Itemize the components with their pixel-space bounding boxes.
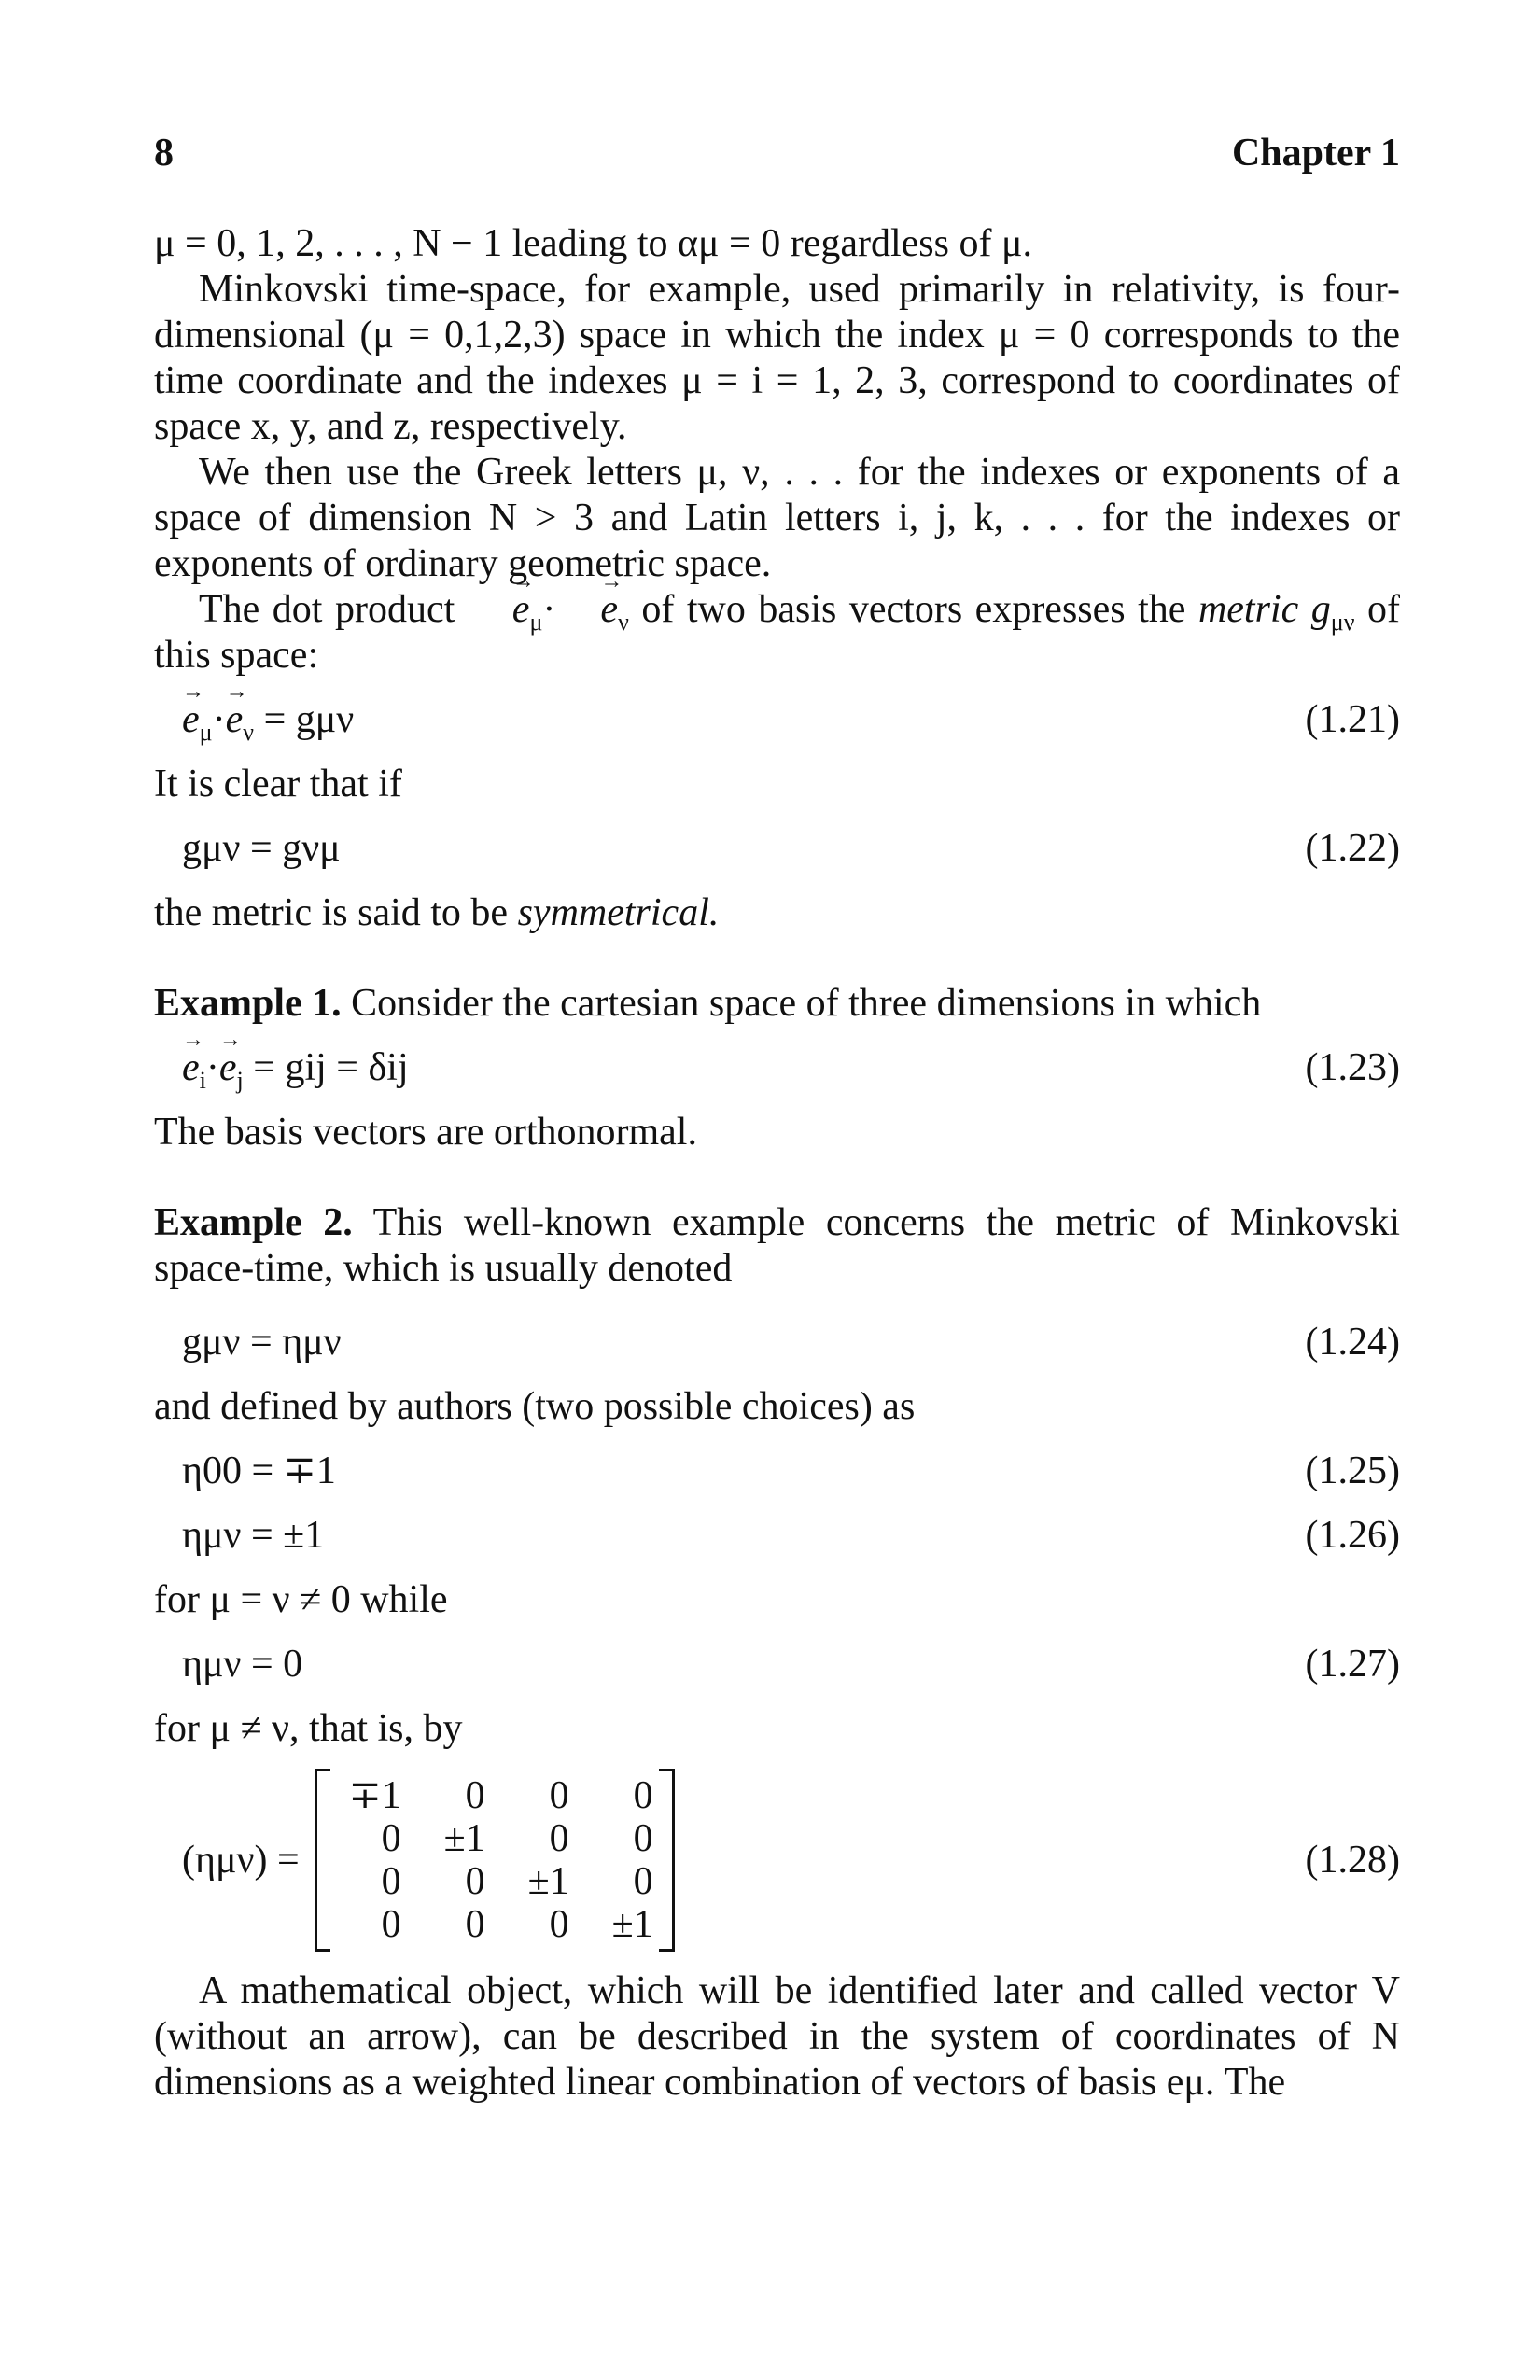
paragraph-final: A mathematical object, which will be identified later and called vector V (without an arrow), can be described in the system of coordinates of N dimensions as a weighted linear combination of vectors of basis eμ. The <box>154 1969 1400 2104</box>
paragraph-continuation: μ = 0, 1, 2, . . . , N − 1 leading to αμ = 0 regardless of μ. <box>154 222 1032 265</box>
paragraph-greek-letters: We then use the Greek letters μ, ν, . . . for the indexes or exponents of a space of dimension N > 3 and Latin letters i, j, k, . . . for the indexes or exponents of ordinary geometric space. <box>154 451 1400 585</box>
vector-e-mu: → e <box>468 587 530 633</box>
equation-1-21: → $e_\mu\cdot\to e_\nu = g\mu\nu$ (1.21) <box>154 697 1400 743</box>
equation-1-25 <box>154 1449 1400 1494</box>
equation-1-27 <box>154 1642 1400 1687</box>
eq-1-23-rhs: = gij = δij <box>253 1046 409 1089</box>
equation-number: (1.27) <box>1305 1643 1400 1686</box>
equation-1-26 <box>154 1513 1400 1559</box>
matrix-cell: 0 <box>381 1817 401 1860</box>
equation-expr: gμν = ημν <box>182 1321 342 1364</box>
paragraph-minkovski: Minkovski time-space, for example, used primarily in relativity, is four-dimensional (μ = 0,1,2,3) space in which the index μ = 0 corresponds to the time coordinate and the indexes μ = i = 1, 2, 3, correspond to coordinates of space x, y, and z, respectively. <box>154 268 1400 448</box>
matrix-cell: ±1 <box>527 1860 569 1903</box>
example-1 <box>154 981 1400 1155</box>
example-1-label: Example 1. <box>154 982 342 1025</box>
equation-number: (1.22) <box>1305 827 1400 870</box>
matrix-cell: 0 <box>465 1860 485 1903</box>
page-header <box>154 131 1400 176</box>
matrix-cell: 0 <box>633 1817 653 1860</box>
example-2 <box>154 1200 1400 1292</box>
equation-expr: η00 = ∓1 <box>182 1449 336 1492</box>
body-text <box>154 221 1400 2106</box>
matrix-cell: ∓1 <box>348 1774 401 1817</box>
equation-number: (1.28) <box>1305 1838 1400 1882</box>
for-text-1: for μ = ν ≠ 0 while <box>154 1578 448 1621</box>
matrix-cell: ±1 <box>611 1903 653 1946</box>
equation-number: (1.26) <box>1305 1514 1400 1557</box>
chapter-title: Chapter 1 <box>1231 132 1400 175</box>
equation-1-24 <box>154 1320 1400 1365</box>
matrix-cell: 0 <box>633 1860 653 1903</box>
equation-1-28 <box>154 1769 1400 1952</box>
equation-1-23: → $e_i\cdot\to e_j$ = gij = δij (1.23) <box>154 1045 1400 1091</box>
matrix-cell: 0 <box>381 1860 401 1903</box>
authors-text: and defined by authors (two possible choices) as <box>154 1385 916 1428</box>
paragraph-dot-product: The dot product → $e_\mu\cdot\to e_\nu$ of two basis vectors expresses the metric $g_{\mu\nu}$ of this space: <box>154 587 1400 679</box>
equation-number: (1.24) <box>1305 1321 1400 1364</box>
example-2-text: This well-known example concerns the metric of Minkovski space-time, which is usually denoted <box>154 1201 1401 1290</box>
matrix-cell: 0 <box>549 1817 569 1860</box>
equation-number: (1.21) <box>1305 698 1400 741</box>
page <box>154 131 1400 2106</box>
clear-text: It is clear that if <box>154 763 402 805</box>
example-1-after: The basis vectors are orthonormal. <box>154 1111 697 1154</box>
vector-e-nu: → e <box>555 587 618 633</box>
matrix-cell: 0 <box>633 1774 653 1817</box>
matrix-lhs: (ημν) = <box>182 1838 300 1882</box>
eta-matrix <box>315 1769 675 1952</box>
matrix-cell: 0 <box>549 1903 569 1946</box>
for-text-2: for μ ≠ ν, that is, by <box>154 1707 463 1750</box>
matrix-cell: 0 <box>549 1774 569 1817</box>
equation-expr: ημν = 0 <box>182 1643 303 1686</box>
dot-product-text-b: of two basis vectors expresses the <box>628 588 1198 631</box>
equation-expr: ημν = ±1 <box>182 1514 325 1557</box>
matrix-cell: 0 <box>381 1903 401 1946</box>
equation-1-22 <box>154 826 1400 872</box>
example-1-text: Consider the cartesian space of three dimensions in which <box>351 982 1262 1025</box>
equation-number: (1.23) <box>1305 1046 1400 1089</box>
page-number: 8 <box>154 132 174 175</box>
dot-product-text-a: The dot product <box>199 588 468 631</box>
dot-product-text-c: of this space: <box>154 588 1400 677</box>
example-2-label: Example 2. <box>154 1201 353 1244</box>
symmetrical-text: the metric is said to be symmetrical. <box>154 891 720 934</box>
equation-number: (1.25) <box>1305 1449 1400 1492</box>
equation-expr: gμν = gνμ <box>182 827 341 870</box>
matrix-cell: 0 <box>465 1774 485 1817</box>
matrix-cell: 0 <box>465 1903 485 1946</box>
metric-term: metric <box>1197 588 1299 631</box>
eq-1-21-rhs: = gμν <box>263 698 355 741</box>
matrix-cell: ±1 <box>443 1817 485 1860</box>
symmetrical-term: symmetrical. <box>517 891 720 934</box>
